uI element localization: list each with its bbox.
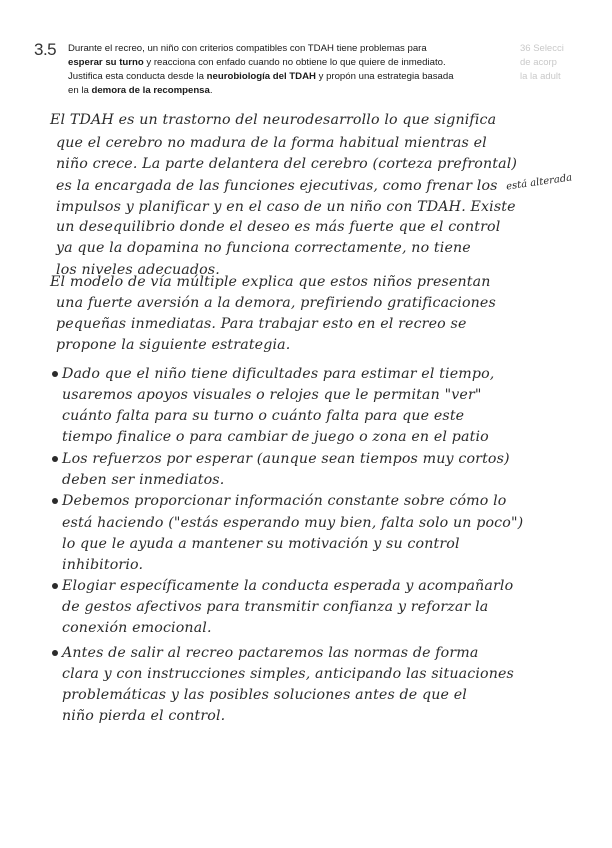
answer-line: inhibitorio. — [62, 557, 144, 573]
question-number: 3.5 — [34, 40, 57, 59]
answer-line: tiempo finalice o para cambiar de juego o zona en el patio — [62, 429, 489, 445]
bullet-dot-icon — [52, 583, 58, 589]
answer-line: cuánto falta para su turno o cuánto falta para que este — [62, 408, 465, 424]
bullet-item — [52, 451, 510, 467]
answer-line: El modelo de vía múltiple explica que estos niños presentan — [50, 274, 491, 290]
answer-line: que el cerebro no madura de la forma habitual mientras el — [56, 135, 487, 151]
prompt-text: y reacciona con enfado cuando no obtiene lo que quiere de inmediato. — [143, 57, 446, 68]
prompt-text: en la — [68, 85, 92, 96]
bullet-item — [52, 578, 513, 594]
answer-line: propone la siguiente estrategia. — [56, 337, 291, 353]
bullet-item — [52, 493, 506, 509]
answer-line: usaremos apoyos visuales o relojes que le permitan "ver" — [62, 387, 482, 403]
answer-line: conexión emocional. — [62, 620, 212, 636]
answer-line: ya que la dopamina no funciona correctamente, no tiene — [56, 240, 471, 256]
answer-line: Los refuerzos por esperar (aunque sean tiempos muy cortos) — [62, 451, 510, 467]
prompt-line-1: Durante el recreo, un niño con criterios compatibles con TDAH tiene problemas para — [68, 43, 427, 54]
prompt-text: Justifica esta conducta desde la — [68, 71, 207, 82]
bullet-item — [52, 645, 479, 661]
answer-line: una fuerte aversión a la demora, prefiriendo gratificaciones — [56, 295, 496, 311]
answer-line: clara y con instrucciones simples, anticipando las situaciones — [62, 666, 514, 682]
bullet-dot-icon — [52, 371, 58, 377]
answer-line: niño pierda el control. — [62, 708, 226, 724]
question-prompt — [68, 42, 508, 98]
answer-line: Dado que el niño tiene dificultades para estimar el tiempo, — [62, 366, 495, 382]
prompt-bold-turno: esperar su turno — [68, 57, 144, 68]
prompt-text: . — [209, 85, 213, 96]
bleed-through-text: 36 Selecci de acorp la la adult — [520, 43, 564, 82]
margin-insertion-note: está alterada — [505, 172, 573, 193]
answer-line: problemáticas y las posibles soluciones antes de que el — [62, 687, 467, 703]
answer-line: Debemos proporcionar información constante sobre cómo lo — [62, 493, 507, 509]
answer-line: Antes de salir al recreo pactaremos las normas de forma — [62, 645, 479, 661]
prompt-line-3 — [68, 70, 508, 84]
bullet-dot-icon — [52, 650, 58, 656]
answer-line: está haciendo ("estás esperando muy bien, falta solo un poco") — [62, 515, 524, 531]
answer-line: Elogiar específicamente la conducta esperada y acompañarlo — [62, 578, 514, 594]
prompt-bold-neuro: neurobiología del TDAH — [206, 71, 316, 82]
answer-line: es la encargada de las funciones ejecutivas, como frenar los — [56, 178, 498, 194]
prompt-bold-demora: demora de la recompensa — [91, 85, 210, 96]
prompt-line-4 — [68, 84, 508, 98]
answer-line: pequeñas inmediatas. Para trabajar esto en el recreo se — [56, 316, 467, 332]
bullet-dot-icon — [52, 456, 58, 462]
answer-line: de gestos afectivos para transmitir confianza y reforzar la — [62, 599, 489, 615]
answer-line: El TDAH es un trastorno del neurodesarrollo lo que significa — [50, 112, 497, 128]
prompt-text: y propón una estrategia basada — [315, 71, 454, 82]
answer-line: los niveles adecuados. — [56, 262, 220, 278]
answer-line: deben ser inmediatos. — [62, 472, 225, 488]
bullet-dot-icon — [52, 498, 58, 504]
answer-line: impulsos y planificar y en el caso de un niño con TDAH. Existe — [56, 199, 516, 215]
answer-line: niño crece. La parte delantera del cerebro (corteza prefrontal) — [56, 156, 518, 172]
bullet-item — [52, 366, 494, 382]
answer-line: lo que le ayuda a mantener su motivación y su control — [62, 536, 460, 552]
answer-line: un desequilibrio donde el deseo es más fuerte que el control — [56, 219, 501, 235]
prompt-line-2 — [68, 56, 508, 70]
